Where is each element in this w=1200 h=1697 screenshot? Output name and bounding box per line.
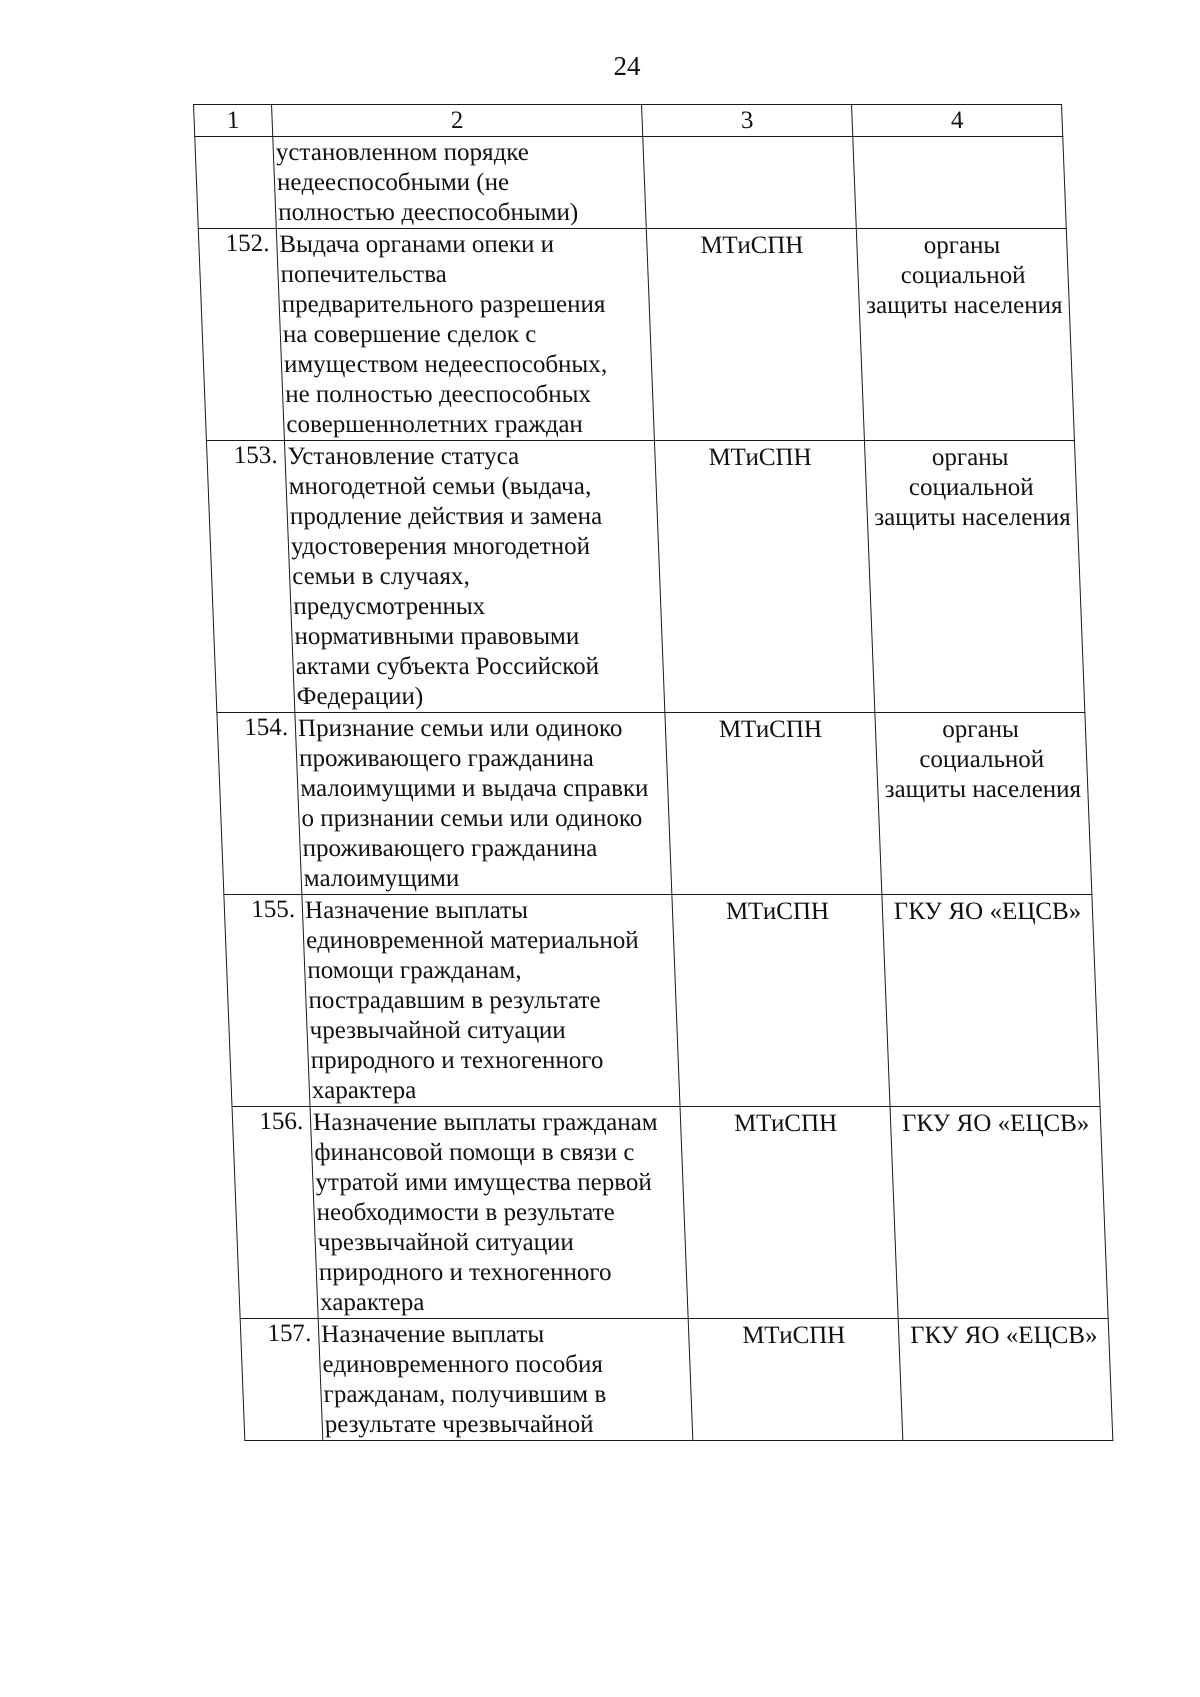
- service-name-line: на совершение сделок с: [282, 321, 537, 348]
- service-name-line: чрезвычайной ситуации: [317, 1229, 575, 1256]
- service-name-line: полностью дееспособными): [277, 199, 579, 226]
- responsible-body-cell: МТиСПН: [665, 713, 882, 895]
- service-name-line: попечительства: [280, 261, 448, 288]
- service-name-cell: [302, 895, 680, 1107]
- table-row: [224, 895, 1100, 1107]
- service-name-line: Назначение выплаты: [320, 1321, 545, 1348]
- executor-cell: [856, 229, 1074, 441]
- service-name-line: нормативными правовыми: [293, 623, 580, 650]
- service-name-line: чрезвычайной ситуации: [309, 1017, 567, 1044]
- row-number: 152.: [198, 229, 284, 441]
- services-table: [193, 104, 1113, 1441]
- executor-line: защиты населения: [865, 292, 1063, 319]
- service-name-line: характера: [319, 1289, 425, 1316]
- row-number: 156.: [232, 1107, 318, 1319]
- responsible-body-cell: МТиСПН: [672, 895, 890, 1107]
- executor-line: социальной: [918, 746, 1045, 773]
- responsible-body-cell: МТиСПН: [646, 229, 864, 441]
- table-row: [232, 1107, 1108, 1319]
- column-header-2: 2: [272, 105, 643, 137]
- executor-cell: [882, 895, 1100, 1107]
- service-name-line: Назначение выплаты гражданам: [312, 1109, 659, 1136]
- service-name-line: характера: [311, 1077, 417, 1104]
- service-name-line: малоимущими: [303, 865, 460, 892]
- row-number: 155.: [224, 895, 310, 1107]
- service-name-line: Признание семьи или одиноко: [297, 715, 623, 742]
- column-header-1: 1: [194, 105, 273, 137]
- table-row: [217, 713, 1092, 895]
- executor-line: ГКУ ЯО «ЕЦСВ»: [893, 898, 1082, 925]
- service-name-line: актами субъекта Российской: [295, 653, 600, 680]
- service-name-line: Назначение выплаты: [304, 897, 529, 924]
- executor-cell: [864, 441, 1084, 713]
- executor-line: социальной: [908, 474, 1035, 501]
- service-name-line: гражданам, получившим в: [323, 1381, 607, 1408]
- executor-line: защиты населения: [884, 776, 1082, 803]
- service-name-line: помощи гражданам,: [306, 957, 522, 984]
- continuation-org-cell: [643, 137, 857, 229]
- table-row: [240, 1319, 1113, 1441]
- service-name-line: единовременной материальной: [305, 927, 640, 954]
- executor-line: органы: [941, 716, 1020, 743]
- row-number: 153.: [206, 441, 294, 713]
- responsible-body-cell: МТиСПН: [680, 1107, 898, 1319]
- service-name-line: пострадавшим в результате: [307, 987, 602, 1014]
- service-name-line: установленном порядке: [275, 139, 530, 166]
- service-name-line: проживающего гражданина: [298, 745, 595, 772]
- service-name-line: Выдача органами опеки и: [278, 231, 555, 258]
- service-name-line: необходимости в результате: [316, 1199, 616, 1226]
- service-name-line: предусмотренных: [292, 593, 486, 620]
- continuation-exec-cell: [853, 137, 1067, 229]
- executor-cell: [890, 1107, 1108, 1319]
- page-number: 24: [613, 51, 641, 81]
- table-row: [206, 441, 1084, 713]
- service-name-cell: [295, 713, 672, 895]
- service-name-line: природного и техногенного: [310, 1047, 604, 1074]
- executor-line: органы: [923, 232, 1001, 259]
- service-name-line: о признании семьи или одиноко: [300, 805, 643, 832]
- table-header-row: [194, 105, 1063, 137]
- executor-line: защиты населения: [873, 504, 1072, 531]
- service-name-line: единовременного пособия: [321, 1351, 604, 1378]
- executor-line: ГКУ ЯО «ЕЦСВ»: [901, 1110, 1090, 1137]
- service-name-line: природного и техногенного: [318, 1259, 613, 1286]
- executor-cell: [875, 713, 1092, 895]
- row-number: 154.: [217, 713, 302, 895]
- executor-line: органы: [931, 444, 1009, 471]
- service-name-cell: [276, 229, 654, 441]
- service-name-cell: [284, 441, 664, 713]
- continuation-num-cell: [195, 137, 277, 229]
- service-name-cell: [310, 1107, 688, 1319]
- column-header-3: 3: [642, 105, 853, 137]
- table-rows: [198, 229, 1113, 1441]
- responsible-body-cell: МТиСПН: [654, 441, 874, 713]
- service-name-line: предварительного разрешения: [281, 291, 606, 318]
- service-name-line: проживающего гражданина: [302, 835, 598, 862]
- responsible-body-cell: МТиСПН: [688, 1319, 903, 1441]
- service-name-line: малоимущими и выдача справки: [299, 775, 649, 802]
- service-name-line: Установление статуса: [287, 443, 520, 470]
- service-name-line: финансовой помощи в связи с: [313, 1139, 635, 1166]
- service-name-line: не полностью дееспособных: [284, 381, 592, 408]
- row-number: 157.: [240, 1319, 323, 1441]
- continuation-name-cell: [273, 137, 647, 229]
- service-name-line: результате чрезвычайной: [324, 1411, 595, 1438]
- service-name-line: совершеннолетних граждан: [285, 411, 584, 438]
- service-name-line: семьи в случаях,: [291, 563, 471, 590]
- service-name-cell: [318, 1319, 693, 1441]
- continuation-row: [195, 137, 1067, 229]
- service-name-line: продление действия и замена: [289, 503, 603, 530]
- executor-cell: [898, 1319, 1113, 1441]
- executor-line: ГКУ ЯО «ЕЦСВ»: [909, 1322, 1098, 1349]
- executor-line: социальной: [900, 262, 1027, 289]
- service-name-line: недееспособными (не: [276, 169, 510, 196]
- service-name-line: утратой ими имущества первой: [314, 1169, 653, 1196]
- column-header-4: 4: [852, 105, 1063, 137]
- service-name-line: многодетной семьи (выдача,: [288, 473, 592, 500]
- service-name-line: Федерации): [296, 683, 424, 710]
- service-name-line: удостоверения многодетной: [290, 533, 591, 560]
- table-row: [198, 229, 1074, 441]
- service-name-line: имуществом недееспособных,: [283, 351, 608, 378]
